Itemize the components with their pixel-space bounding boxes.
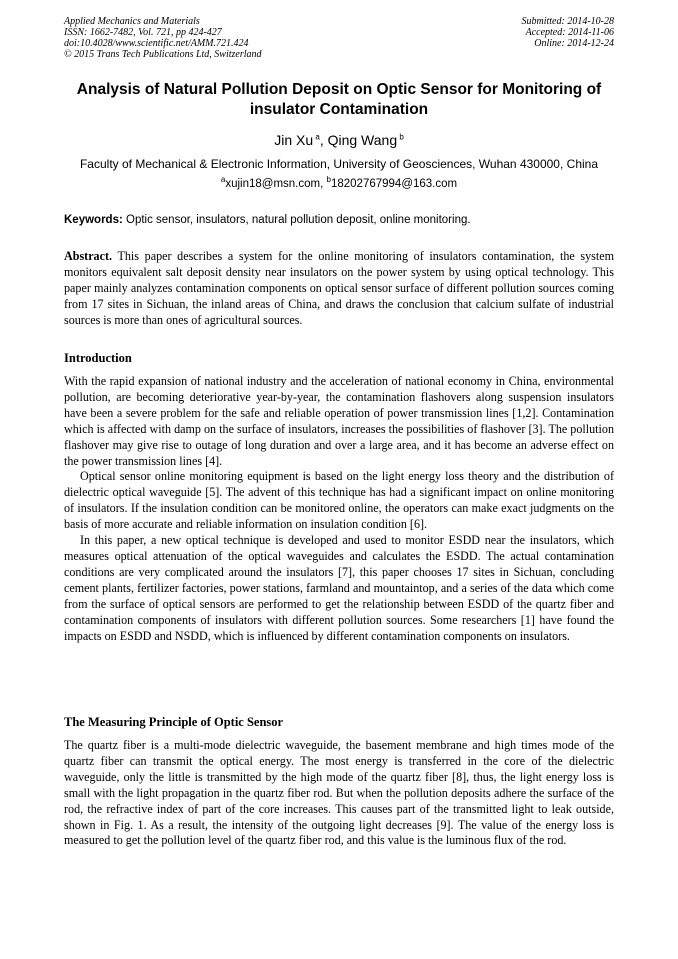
issn-volume: ISSN: 1662-7482, Vol. 721, pp 424-427 [64,27,222,38]
paragraph: The quartz fiber is a multi-mode dielectric waveguide, the basement membrane and high times mode of the quartz fiber can transmit the optical energy. The most energy is transferred in the core of the dielectric waveguide, only the little is transmitted by the high mode of the quartz fiber [8], thus, the light energy loss is small with the light propagation in the quartz fiber rod. But when the pollution deposits adhere the surface of the rod, the refractive index of part of the core increases. This causes part of the transmitted light to leak outside, shown in Fig. 1. As a result, the intensity of the outgoing light decreases [9]. The value of the energy loss is measured to get the pollution level of the quartz fiber rod, and this value is the luminous flux of the rod. [64,738,614,848]
journal-info [64,16,262,60]
author-list [64,131,614,149]
email-mark: a [220,175,226,185]
section-heading-measuring-principle: The Measuring Principle of Optic Sensor [64,715,284,729]
paper-title: Analysis of Natural Pollution Deposit on Optic Sensor for Monitoring of insulator Contamination [76,81,602,118]
email-address: xujin18@msn.com [225,178,321,190]
online-date: Online: 2014-12-24 [534,38,614,49]
author-separator: , [319,132,324,148]
keywords-label: Keywords: [64,214,123,226]
abstract [64,249,614,329]
section-measuring-principle [64,738,614,849]
abstract-label: Abstract. [64,249,113,263]
section-introduction [64,374,614,644]
paragraph: Optical sensor online monitoring equipment is based on the light energy loss theory and the distribution of dielectric optical waveguide [5]. The advent of this technique has had a significant impact on online monitoring of insulators. If the insulation condition can be monitored online, the operators can make exact judgments on the basis of more accurate and reliable information on insulation condition [6]. [64,469,614,532]
author-affil-mark: a [315,132,320,142]
affiliation: Faculty of Mechanical & Electronic Information, University of Geosciences, Wuhan 430000, China [79,157,599,171]
email-mark: b [326,175,331,185]
doi: doi:10.4028/www.scientific.net/AMM.721.424 [64,38,249,49]
accepted-date: Accepted: 2014-11-06 [525,27,614,38]
copyright: © 2015 Trans Tech Publications Ltd, Switzerland [64,49,262,60]
abstract-text: This paper describes a system for the online monitoring of insulators contamination, the system monitors equivalent salt deposit density near insulators on the power system by using optical technology. This paper mainly analyzes contamination components on optical sensor surface of different pollution sources coming from 17 sites in Sichuan, the inland areas of China, and draws the conclusion that calcium sulfate of industrial sources is more than ones of agricultural sources. [64,249,614,327]
author-name: Qing Wang [327,132,398,148]
paragraph: With the rapid expansion of national industry and the acceleration of national economy in China, environmental pollution, are becoming deteriorative year-by-year, the contamination flashovers along suspension insulators have been a severe problem for the safe and reliable operation of power transmission lines [1,2]. Contamination which is affected with damp on the surface of insulators, increases the possibilities of flashover [3]. The pollution flashover may give rise to outage of long duration and over a large area, and it has become an adverse effect on the power transmission lines [4]. [64,374,614,468]
submitted-date: Submitted: 2014-10-28 [521,16,614,27]
author-name: Jin Xu [274,132,314,148]
publication-dates [522,16,615,49]
keywords-text: Optic sensor, insulators, natural pollution deposit, online monitoring. [126,214,471,226]
paragraph: In this paper, a new optical technique is developed and used to monitor ESDD near the insulators, which measures optical attenuation of the optical waveguides and calculates the ESDD. The actual contamination conditions are very complicated around the insulators [7], this paper chooses 17 sites in Sichuan, concluding cement plants, fertilizer factories, power stations, farmland and mountaintop, and a series of the data which come from the surface of optical sensors are performed to get the relationship between ESDD of the quartz fiber and contamination components of insulators with different pollution sources. Some researchers [1] have found the impacts on ESDD and NSDD, which is influenced by different contamination components on insulators. [64,533,614,643]
email-list [64,177,614,191]
email-separator: , [320,178,324,190]
email-address: 18202767994@163.com [330,178,458,190]
section-heading-introduction: Introduction [64,351,132,365]
journal-name: Applied Mechanics and Materials [64,16,200,27]
keywords [64,213,614,227]
author-affil-mark: b [399,132,404,142]
